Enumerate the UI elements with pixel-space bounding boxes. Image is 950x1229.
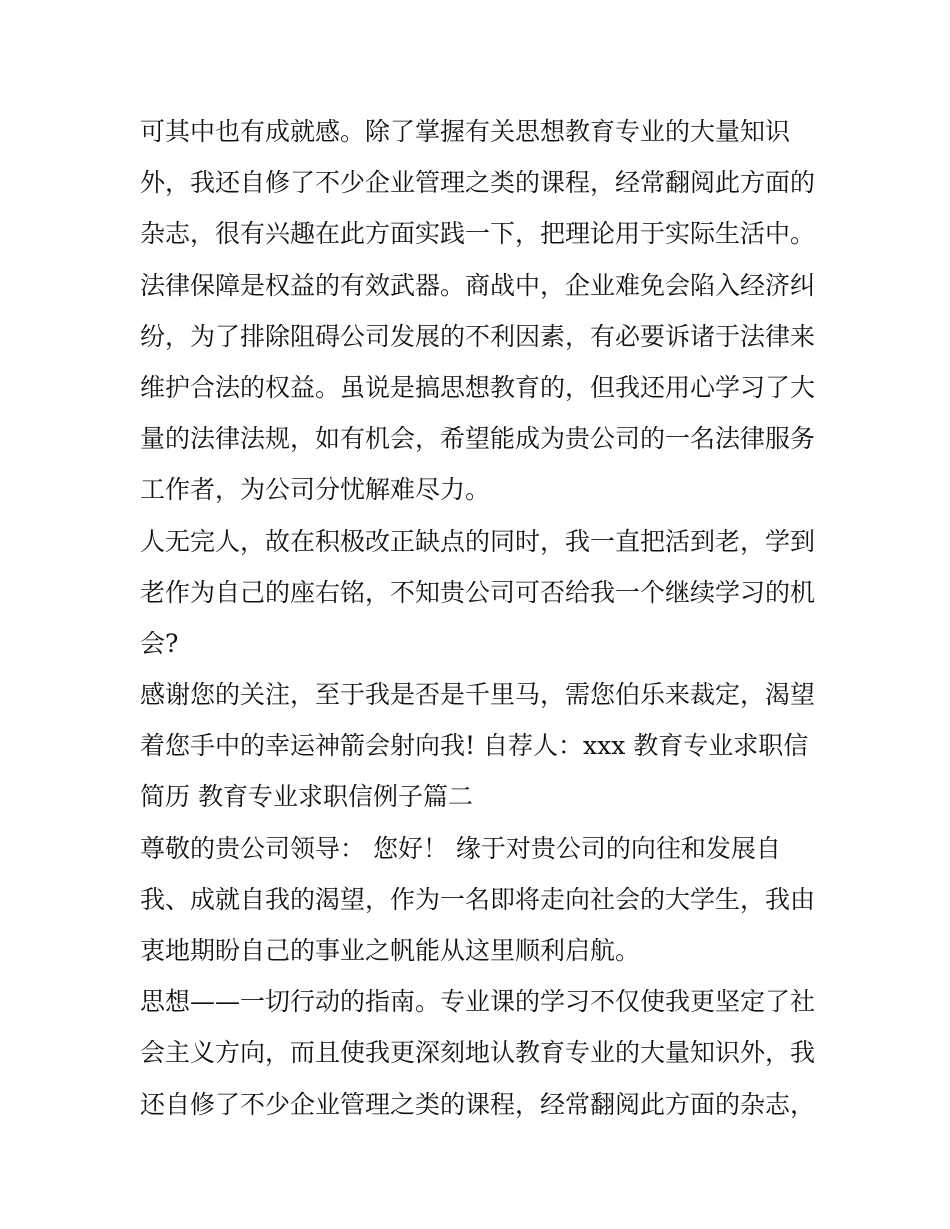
text-line: 思想——一切行动的指南。专业课的学习不仅使我更坚定了社	[140, 987, 816, 1017]
text-line: 外，我还自修了不少企业管理之类的课程，经常翻阅此方面的	[140, 168, 816, 198]
text-line: 纷，为了排除阻碍公司发展的不利因素，有必要诉诸于法律来	[140, 321, 816, 351]
text-line: 法律保障是权益的有效武器。商战中，企业难免会陷入经济纠	[140, 270, 816, 300]
text-line: 会?	[140, 628, 179, 658]
text-line: 还自修了不少企业管理之类的课程，经常翻阅此方面的杂志，	[140, 1089, 816, 1119]
text-line: 简历 教育专业求职信例子篇二	[140, 782, 473, 812]
text-line: 会主义方向，而且使我更深刻地认教育专业的大量知识外，我	[140, 1038, 816, 1068]
text-line: 感谢您的关注，至于我是否是千里马，需您伯乐来裁定，渴望	[140, 680, 816, 710]
text-line: 老作为自己的座右铭，不知贵公司可否给我一个继续学习的机	[140, 577, 816, 607]
text-line: 尊敬的贵公司领导： 您好！ 缘于对贵公司的向往和发展自	[140, 833, 781, 863]
text-line: 人无完人，故在积极改正缺点的同时，我一直把活到老，学到	[140, 526, 816, 556]
text-line: 工作者，为公司分忧解难尽力。	[140, 475, 491, 505]
text-line: 量的法律法规，如有机会，希望能成为贵公司的一名法律服务	[140, 424, 816, 454]
text-line: 着您手中的幸运神箭会射向我! 自荐人：xxx 教育专业求职信	[140, 731, 809, 761]
text-line: 可其中也有成就感。除了掌握有关思想教育专业的大量知识	[140, 117, 791, 146]
text-line: 杂志，很有兴趣在此方面实践一下，把理论用于实际生活中。	[140, 219, 816, 249]
text-line: 维护合法的权益。虽说是搞思想教育的，但我还用心学习了大	[140, 372, 816, 402]
text-line: 衷地期盼自己的事业之帆能从这里顺利启航。	[140, 936, 641, 965]
text-line: 我、成就自我的渴望，作为一名即将走向社会的大学生，我由	[140, 884, 816, 914]
document-body	[140, 106, 820, 1130]
